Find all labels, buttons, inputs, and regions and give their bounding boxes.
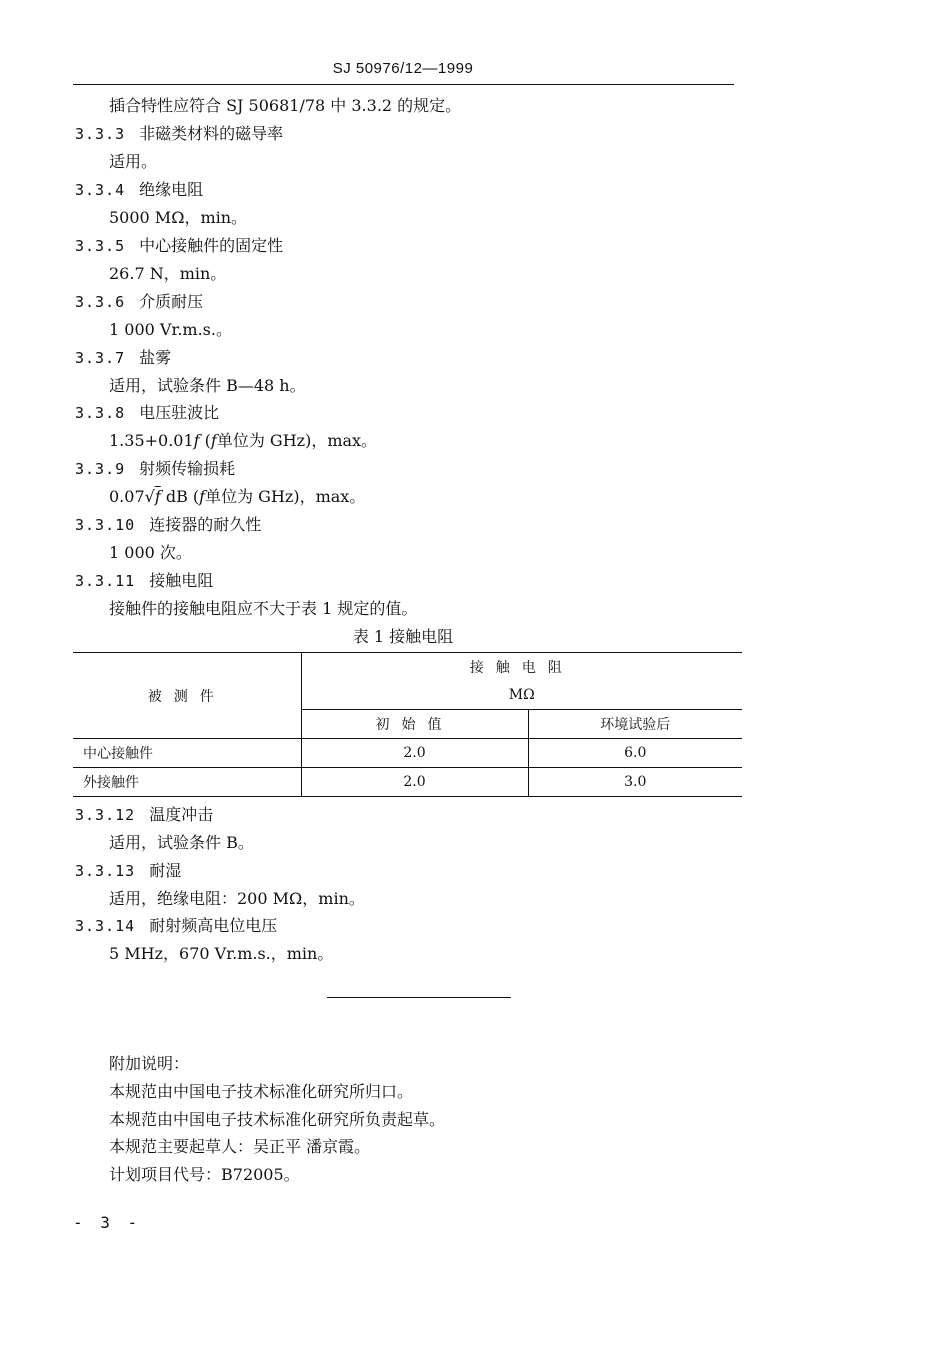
section-number: 3.3.14	[75, 917, 136, 935]
section-heading	[75, 348, 171, 368]
section-title: 温度冲击	[149, 805, 214, 824]
section-body: 26.7 N，min。	[109, 264, 227, 283]
section-number: 3.3.6	[75, 293, 126, 311]
header-initial	[301, 710, 528, 739]
section-number: 3.3.3	[75, 125, 126, 143]
end-separator	[327, 997, 511, 998]
header-resistance-label: 接触电阻	[469, 660, 574, 676]
section-heading	[75, 805, 213, 825]
frequency-symbol: f	[154, 487, 161, 506]
page-number: - 3 -	[73, 1213, 142, 1232]
section-title: 射频传输损耗	[139, 459, 236, 478]
cell-item: 中心接触件	[73, 739, 301, 768]
appendix-line: 本规范由中国电子技术标准化研究所归口。	[109, 1082, 414, 1101]
header-after-env: 环境试验后	[528, 710, 742, 739]
appendix-line: 计划项目代号：B72005。	[109, 1165, 300, 1184]
section-number: 3.3.11	[75, 572, 136, 590]
frequency-symbol: f	[199, 487, 206, 506]
section-title: 耐射频高电位电压	[149, 916, 278, 935]
section-body: 适用。	[109, 152, 158, 171]
section-heading	[75, 861, 181, 881]
table-row	[73, 768, 742, 797]
header-rule	[73, 84, 734, 85]
contact-resistance-table	[73, 652, 742, 797]
cell-item: 外接触件	[73, 768, 301, 797]
table-caption: 表 1 接触电阻	[352, 627, 454, 646]
section-number: 3.3.13	[75, 862, 136, 880]
loss-text-1: 0.07	[109, 487, 145, 506]
vswr-text-1: 1.35+0.01	[109, 431, 194, 450]
section-heading	[75, 916, 277, 936]
section-heading	[75, 236, 283, 256]
section-number: 3.3.10	[75, 516, 136, 534]
section-title: 非磁类材料的磁导率	[139, 124, 284, 143]
vswr-text-3: 单位为 GHz)，max。	[216, 431, 378, 450]
section-body: 1 000 Vr.m.s.。	[109, 320, 232, 339]
section-title: 介质耐压	[139, 292, 204, 311]
section-body: 5000 MΩ，min。	[109, 208, 248, 227]
frequency-symbol: f	[210, 431, 217, 450]
appendix-line: 本规范主要起草人：吴正平 潘京霞。	[109, 1137, 371, 1156]
section-body: 适用，绝缘电阻：200 MΩ，min。	[109, 889, 365, 908]
section-heading	[75, 180, 203, 200]
header-unit: MΩ	[301, 681, 742, 710]
section-body: 5 MHz，670 Vr.m.s.，min。	[109, 944, 334, 963]
header-initial-label: 初始值	[375, 717, 454, 733]
section-number: 3.3.5	[75, 237, 126, 255]
section-heading	[75, 515, 261, 535]
section-heading	[75, 292, 203, 312]
section-number: 3.3.7	[75, 349, 126, 367]
section-title: 电压驻波比	[139, 403, 220, 422]
section-heading	[75, 571, 213, 591]
section-title: 接触电阻	[149, 571, 214, 590]
section-heading	[75, 459, 235, 479]
vswr-text-2: (	[199, 431, 211, 450]
section-number: 3.3.8	[75, 404, 126, 422]
header-resistance	[301, 653, 742, 682]
section-title: 盐雾	[139, 348, 172, 367]
section-body-vswr	[109, 431, 377, 451]
header-item	[73, 653, 301, 739]
section-heading	[75, 403, 219, 423]
loss-text-2: dB (	[160, 487, 200, 506]
cell-initial: 2.0	[301, 739, 528, 768]
section-body: 接触件的接触电阻应不大于表 1 规定的值。	[109, 599, 418, 618]
section-body: 1 000 次。	[109, 543, 192, 562]
cell-after: 3.0	[528, 768, 742, 797]
section-body-loss	[109, 487, 365, 507]
intro-text: 插合特性应符合 SJ 50681/78 中 3.3.2 的规定。	[109, 96, 462, 115]
cell-after: 6.0	[528, 739, 742, 768]
section-body: 适用，试验条件 B—48 h。	[109, 376, 306, 395]
section-title: 连接器的耐久性	[149, 515, 262, 534]
section-heading	[75, 124, 283, 144]
section-number: 3.3.12	[75, 806, 136, 824]
section-body: 适用，试验条件 B。	[109, 833, 254, 852]
cell-initial: 2.0	[301, 768, 528, 797]
table-row	[73, 739, 742, 768]
appendix-line: 本规范由中国电子技术标准化研究所负责起草。	[109, 1110, 446, 1129]
section-title: 绝缘电阻	[139, 180, 204, 199]
section-number: 3.3.4	[75, 181, 126, 199]
section-title: 耐湿	[149, 861, 182, 880]
frequency-symbol: f	[193, 431, 200, 450]
header-item-label: 被测件	[147, 688, 226, 705]
section-title: 中心接触件的固定性	[139, 236, 284, 255]
loss-text-3: 单位为 GHz)，max。	[205, 487, 366, 506]
document-code: SJ 50976/12—1999	[332, 60, 474, 77]
sqrt-symbol: √	[144, 487, 155, 506]
section-number: 3.3.9	[75, 460, 126, 478]
appendix-heading: 附加说明：	[109, 1054, 190, 1073]
